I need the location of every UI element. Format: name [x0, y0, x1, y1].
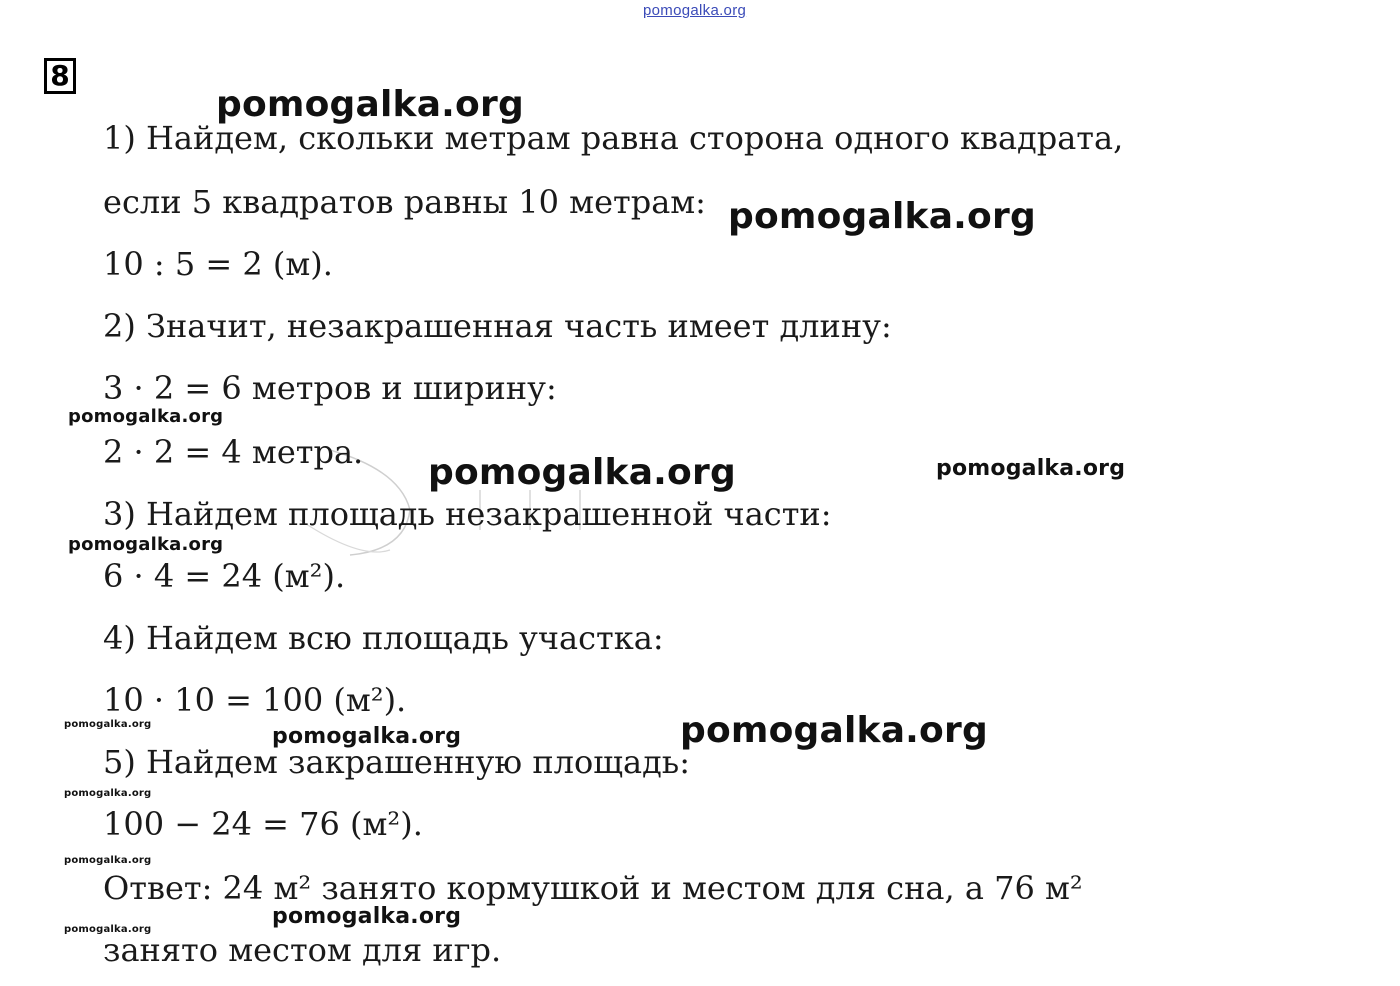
solution-line-7: 3) Найдем площадь незакрашенной части: — [103, 495, 832, 533]
watermark-small: pomogalka.org — [68, 534, 224, 555]
solution-line-4: 2) Значит, незакрашенная часть имеет длину: — [103, 307, 892, 345]
task-number-badge: 8 — [44, 58, 76, 94]
solution-line-3: 10 : 5 = 2 (м). — [103, 245, 333, 283]
site-link[interactable]: pomogalka.org — [643, 2, 747, 19]
solution-line-9: 4) Найдем всю площадь участка: — [103, 619, 664, 657]
watermark-tiny: pomogalka.org — [64, 924, 152, 935]
solution-line-6: 2 · 2 = 4 метра. — [103, 433, 364, 471]
solution-line-1: 1) Найдем, скольки метрам равна сторона одного квадрата, — [103, 119, 1124, 157]
watermark-small: pomogalka.org — [68, 406, 224, 427]
watermark-medium: pomogalka.org — [272, 904, 462, 929]
watermark-large: pomogalka.org — [428, 452, 736, 493]
solution-line-12: 100 − 24 = 76 (м²). — [103, 805, 423, 843]
solution-line-11: 5) Найдем закрашенную площадь: — [103, 743, 690, 781]
watermark-large: pomogalka.org — [680, 710, 988, 751]
watermark-medium: pomogalka.org — [936, 456, 1126, 481]
solution-line-8: 6 · 4 = 24 (м²). — [103, 557, 346, 595]
watermark-tiny: pomogalka.org — [64, 855, 152, 866]
watermark-large: pomogalka.org — [216, 84, 524, 125]
solution-line-2: если 5 квадратов равны 10 метрам: — [103, 183, 706, 221]
solution-line-10: 10 · 10 = 100 (м²). — [103, 681, 407, 719]
watermark-tiny: pomogalka.org — [64, 788, 152, 799]
watermark-tiny: pomogalka.org — [64, 719, 152, 730]
solution-line-13: Ответ: 24 м² занято кормушкой и местом для сна, а 76 м² — [103, 869, 1083, 907]
watermark-medium: pomogalka.org — [272, 724, 462, 749]
watermark-large: pomogalka.org — [728, 196, 1036, 237]
solution-line-5: 3 · 2 = 6 метров и ширину: — [103, 369, 557, 407]
solution-line-14: занято местом для игр. — [103, 931, 502, 969]
